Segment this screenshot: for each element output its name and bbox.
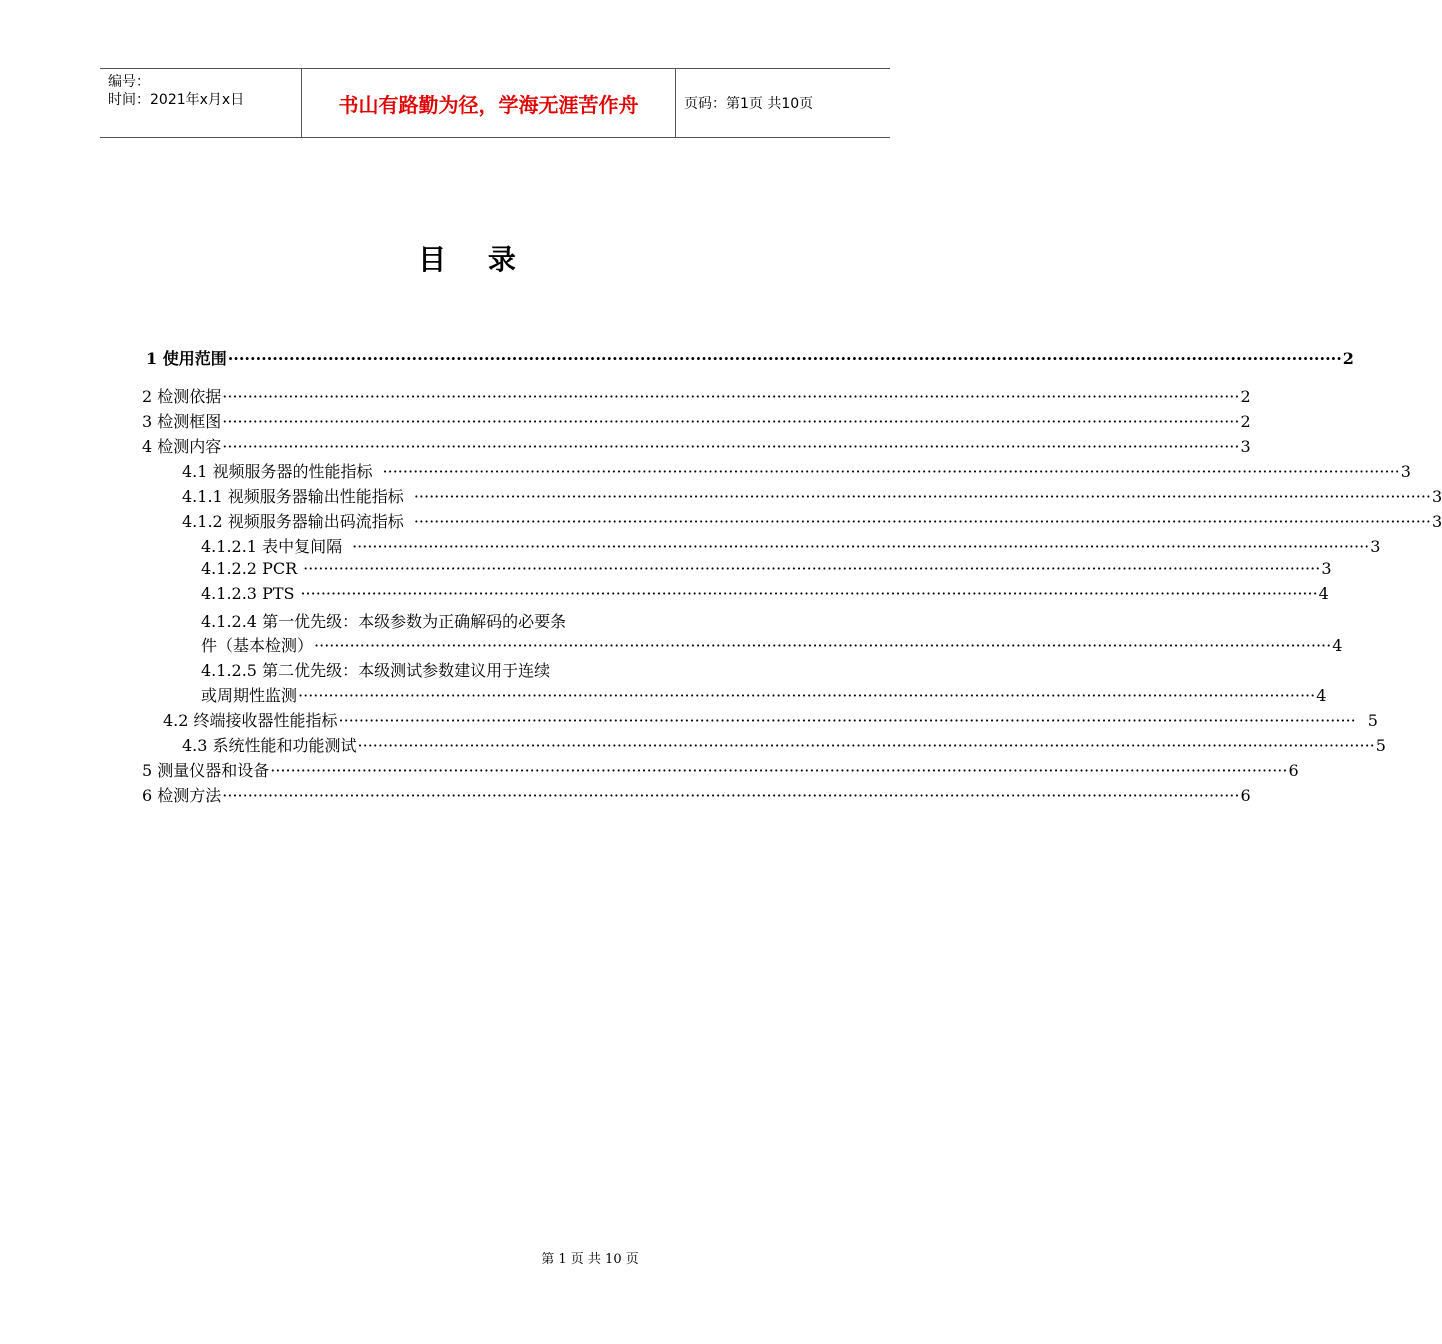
toc-entry-page: 2 [1240, 412, 1251, 431]
toc-entry[interactable]: 4.3 系统性能和功能测试 ········································································································································································································ 5 [182, 733, 795, 755]
header-motto-cell [302, 69, 676, 137]
toc-entry[interactable]: 1 使用范围 ········································································································································································································ 2 [146, 346, 804, 368]
header-page-cell [676, 69, 890, 137]
toc-entry-label: 5 测量仪器和设备 [142, 761, 270, 780]
toc-entry-page: 6 [1288, 761, 1299, 780]
toc-entry[interactable]: 3 检测框图 ········································································································································································································ 2 [142, 409, 800, 431]
toc-entry-page: 4 [1316, 686, 1327, 705]
toc-entry-page: 2 [1342, 349, 1354, 368]
toc-entry-page: 6 [1240, 786, 1251, 805]
toc-entry[interactable]: 4.1 视频服务器的性能指标 ········································································································································································································ 3 [182, 459, 804, 481]
toc-entry-page: 3 [1400, 462, 1411, 481]
toc-entry[interactable]: 4 检测内容 ········································································································································································································ 3 [142, 434, 800, 456]
toc-entry-page: 3 [1432, 512, 1442, 531]
toc-entry-page: 5 [1375, 736, 1386, 755]
header-meta [100, 69, 302, 137]
toc-entry[interactable]: 4.1.1 视频服务器输出性能指标 ········································································································································································································ 3 [182, 484, 800, 506]
toc-entry-label: 1 使用范围 [146, 349, 227, 368]
serial-label: 编号： [108, 74, 150, 90]
page-title: 目 录 [418, 243, 532, 276]
toc-entry-label: 3 检测框图 [142, 412, 222, 431]
toc-entry-label: 4.1 视频服务器的性能指标 [182, 462, 373, 481]
toc-entry-label: 4.3 系统性能和功能测试 [182, 736, 357, 755]
toc-entry[interactable]: 4.1.2.3 PTS ········································································································································································································ 4 [201, 584, 1329, 603]
toc-entry[interactable]: 件（基本检测） ········································································································································································································ 4 [201, 633, 804, 655]
toc-entry[interactable]: 4.1.2.1 表中复间隔 ········································································································································································································ 3 [201, 534, 795, 556]
toc-entry[interactable]: 6 检测方法 ········································································································································································································ 6 [142, 783, 800, 805]
time-label: 时间：2021年x月x日 [108, 92, 245, 108]
page-footer [0, 1248, 950, 1267]
toc-entry-page: 3 [1370, 537, 1381, 556]
page-header [100, 68, 890, 138]
toc-entry-page: 3 [1240, 437, 1251, 456]
toc-entry-label: 4.1.2 视频服务器输出码流指标 [182, 512, 404, 531]
toc-entry-label[interactable]: 4.1.2.5 第二优先级：本级测试参数建议用于连续 [201, 661, 551, 680]
toc-entry-label: 件（基本检测） [201, 636, 314, 655]
toc-entry[interactable]: 5 测量仪器和设备 ········································································································································································································ 6 [142, 758, 800, 780]
header-motto: 书山有路勤为径，学海无涯苦作舟 [338, 92, 639, 117]
toc-entry-page: 4 [1332, 636, 1343, 655]
toc-entry[interactable]: 4.2 终端接收器性能指标 ········································································································································································································ 5 [163, 708, 785, 730]
toc-entry-page: 3 [1321, 559, 1332, 578]
toc-entry[interactable]: 4.1.2 视频服务器输出码流指标 ········································································································································································································ 3 [182, 509, 800, 531]
toc-entry-label: 4.1.2.2 PCR [201, 559, 298, 578]
header-page-info: 页码：第1页 共10页 [684, 96, 814, 112]
toc-entry[interactable]: 2 检测依据 ········································································································································································································ 2 [142, 384, 800, 406]
toc-entry-label: 2 检测依据 [142, 387, 222, 406]
toc-entry-label: 4.1.1 视频服务器输出性能指标 [182, 487, 404, 506]
toc-entry-label: 或周期性监测 [201, 686, 298, 705]
toc-entry-label: 4.1.2.1 表中复间隔 [201, 537, 343, 556]
toc-entry-label[interactable]: 4.1.2.4 第一优先级：本级参数为正确解码的必要条 [201, 612, 567, 631]
toc-entry-page: 4 [1318, 584, 1329, 603]
toc-entry[interactable]: 4.1.2.2 PCR ········································································································································································································ 3 [201, 559, 1332, 578]
toc-entry-page: 3 [1432, 487, 1442, 506]
toc-entry-label: 4 检测内容 [142, 437, 222, 456]
toc-entry-label: 6 检测方法 [142, 786, 222, 805]
toc-entry-page: 2 [1240, 387, 1251, 406]
toc-entry[interactable]: 或周期性监测 ········································································································································································································ 4 [201, 683, 804, 705]
toc-entry-page: 5 [1367, 711, 1378, 730]
toc-entry-label: 4.2 终端接收器性能指标 [163, 711, 338, 730]
footer-page-number: 第 1 页 共 10 页 [541, 1252, 639, 1267]
toc-entry-label: 4.1.2.3 PTS [201, 584, 295, 603]
